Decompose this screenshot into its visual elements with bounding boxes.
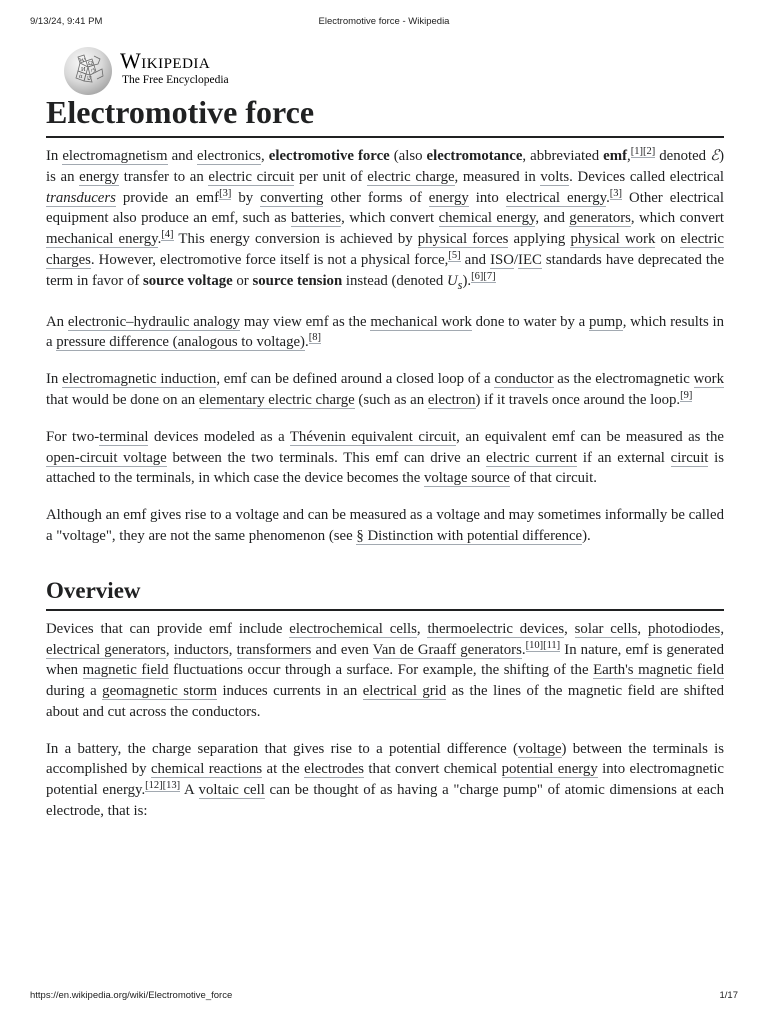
- wiki-link[interactable]: thermoelectric devices: [427, 620, 565, 637]
- page-title: Electromotive force: [46, 92, 724, 138]
- text-run: .: [305, 334, 309, 351]
- wiki-link[interactable]: electric current: [486, 449, 578, 466]
- svg-text:ש: ש: [87, 75, 92, 82]
- text-run: provide an emf: [115, 189, 220, 206]
- citation-link[interactable]: [8]: [308, 332, 321, 344]
- text-run: In nature, emf is generated when: [46, 641, 724, 679]
- text-run: done to water by a: [471, 313, 589, 330]
- text-run: ,: [720, 620, 725, 637]
- text-run: ,: [637, 620, 648, 637]
- subscript: s: [457, 277, 463, 292]
- text-run: may view emf as the: [240, 313, 371, 330]
- bold-term: emf: [603, 148, 627, 164]
- citation-link[interactable]: [5]: [448, 249, 461, 261]
- citation-link[interactable]: [12]: [145, 780, 163, 792]
- text-run: by: [231, 189, 261, 206]
- svg-text:W: W: [79, 57, 86, 64]
- text-run: .: [157, 231, 162, 248]
- text-run: into electromagnetic potential energy.: [46, 761, 724, 799]
- text-run: , and: [535, 210, 570, 227]
- text-run: as the electromagnetic: [553, 371, 694, 388]
- text-run: ).: [582, 527, 591, 544]
- wiki-link[interactable]: geomagnetic storm: [102, 683, 217, 700]
- bold-term: source voltage: [142, 272, 233, 289]
- citation-ref[interactable]: [471, 271, 483, 283]
- citation-ref[interactable]: [309, 332, 321, 344]
- italic-term: ℰ: [710, 148, 720, 164]
- text-run: instead (denoted: [342, 272, 447, 289]
- wiki-link[interactable]: transformers: [236, 641, 312, 658]
- wiki-link[interactable]: electrochemical cells: [289, 620, 417, 637]
- citation-ref[interactable]: [680, 390, 692, 402]
- text-run: ,: [261, 148, 269, 164]
- text-run: A: [180, 782, 199, 799]
- text-run: . Devices called electrical: [569, 168, 724, 185]
- text-run: transfer to an: [119, 168, 209, 185]
- text-run: if an external: [577, 449, 671, 466]
- wiki-link[interactable]: voltage source: [424, 470, 510, 487]
- wiki-link[interactable]: Earth's magnetic field: [593, 662, 725, 679]
- citation-ref[interactable]: [631, 146, 643, 158]
- wiki-link[interactable]: energy: [79, 168, 120, 185]
- citation-ref[interactable]: [145, 780, 163, 792]
- text-run: ,: [416, 620, 428, 637]
- wikipedia-wordmark: [120, 49, 229, 86]
- wiki-link[interactable]: converting: [260, 189, 324, 206]
- print-url: https://en.wikipedia.org/wiki/Electromotive_force: [30, 990, 233, 1001]
- text-run: during a: [46, 683, 103, 700]
- wiki-link[interactable]: pressure difference (analogous to voltage): [56, 334, 305, 351]
- text-run: .: [521, 641, 526, 658]
- wiki-link[interactable]: photodiodes: [647, 620, 721, 637]
- citation-link[interactable]: [6]: [471, 270, 484, 282]
- text-run: standards have deprecated the term in favor of: [46, 251, 725, 289]
- wiki-link[interactable]: generators: [569, 210, 631, 227]
- article-sections: [46, 577, 724, 822]
- wiki-link[interactable]: mechanical energy: [46, 231, 158, 248]
- text-run: .: [606, 189, 610, 206]
- wiki-link[interactable]: open-circuit voltage: [46, 449, 167, 466]
- text-run: on: [655, 231, 681, 248]
- citation-link[interactable]: [7]: [483, 270, 496, 282]
- text-run: , emf can be defined around a closed loop of a: [216, 371, 495, 388]
- wiki-link[interactable]: inductors: [173, 641, 229, 658]
- wiki-link[interactable]: volts: [540, 168, 570, 185]
- citation-ref[interactable]: [448, 250, 460, 262]
- citation-link[interactable]: [11]: [543, 639, 561, 651]
- wordmark-text: Wikipedia: [120, 48, 211, 73]
- wiki-link[interactable]: electromagnetism: [62, 148, 168, 164]
- text-run: , which convert: [341, 210, 439, 227]
- text-run: that would be done on an: [46, 391, 199, 408]
- bold-term: source tension: [252, 272, 343, 289]
- text-run: can be thought of as having a "charge pump" of atomic dimensions at each electrode, that is:: [46, 782, 725, 820]
- text-run: , measured in: [454, 168, 541, 185]
- citation-ref[interactable]: [610, 188, 622, 200]
- citation-link[interactable]: [4]: [161, 229, 174, 241]
- wiki-link[interactable]: electric charge: [367, 168, 455, 185]
- wiki-link[interactable]: physical forces: [417, 231, 509, 248]
- paragraph: [46, 145, 724, 296]
- text-run: denoted: [655, 148, 711, 164]
- wiki-link[interactable]: physical work: [570, 231, 656, 248]
- wiki-link[interactable]: chemical reactions: [150, 761, 263, 778]
- wiki-link[interactable]: electric charges: [46, 231, 724, 268]
- wiki-link[interactable]: electrical grid: [362, 683, 447, 700]
- text-run: ,: [564, 620, 575, 637]
- text-run: (such as an: [354, 391, 428, 408]
- wordmark-tagline: The Free Encyclopedia: [122, 74, 229, 86]
- italic-term: U: [446, 272, 458, 289]
- bold-term: electromotive force: [268, 148, 390, 164]
- wiki-link[interactable]: ISO: [490, 251, 514, 268]
- paragraph: [46, 426, 724, 489]
- text-run: per unit of: [294, 168, 368, 185]
- text-run: An: [46, 313, 68, 330]
- wiki-link[interactable]: circuit: [670, 449, 709, 466]
- text-run: and: [167, 148, 197, 164]
- text-run: . However, electromotive force itself is not a physical force,: [90, 251, 449, 268]
- wikipedia-globe-icon: [64, 47, 112, 95]
- text-run: For two-: [46, 428, 100, 445]
- text-run: or: [232, 272, 253, 289]
- paragraph: [46, 311, 724, 354]
- print-header: [30, 16, 738, 30]
- text-run: between the two terminals. This emf can drive an: [166, 449, 487, 466]
- citation-ref[interactable]: [219, 188, 231, 200]
- text-run: ) between the terminals is accomplished by: [46, 740, 724, 778]
- citation-ref[interactable]: [526, 640, 544, 652]
- wiki-link[interactable]: electric circuit: [208, 168, 295, 185]
- citation-ref[interactable]: [643, 146, 655, 158]
- text-run: applying: [508, 231, 571, 248]
- wiki-link[interactable]: batteries: [290, 210, 342, 227]
- citation-link[interactable]: [13]: [162, 780, 181, 792]
- text-run: In: [46, 371, 63, 388]
- svg-text:ά: ά: [79, 73, 83, 80]
- citation-link[interactable]: [9]: [680, 389, 693, 401]
- article-content: [46, 92, 724, 837]
- text-run: and even: [311, 641, 373, 658]
- text-run: of that circuit.: [509, 470, 597, 487]
- wiki-link[interactable]: solar cells: [574, 620, 638, 637]
- print-page-title: Electromotive force - Wikipedia: [318, 16, 450, 27]
- wiki-link[interactable]: electron: [427, 391, 476, 408]
- citation-ref[interactable]: [483, 271, 495, 283]
- paragraph: [46, 368, 724, 411]
- svg-text:ウ: ウ: [90, 68, 97, 75]
- text-run: fluctuations occur through a surface. For example, the shifting of the: [168, 662, 594, 679]
- text-run: , which convert: [630, 210, 724, 227]
- wiki-link[interactable]: pump: [588, 313, 623, 330]
- citation-link[interactable]: [10]: [525, 639, 544, 651]
- wiki-link[interactable]: transducers: [46, 189, 116, 206]
- paragraph: [46, 738, 724, 822]
- citation-link[interactable]: [1]: [630, 146, 643, 157]
- wiki-link[interactable]: magnetic field: [82, 662, 169, 679]
- wiki-link[interactable]: chemical energy: [438, 210, 536, 227]
- citation-link[interactable]: [2]: [642, 146, 656, 157]
- svg-text:Ω: Ω: [88, 60, 93, 67]
- citation-ref[interactable]: [543, 640, 560, 652]
- text-run: other forms of: [323, 189, 429, 206]
- text-run: and: [460, 251, 491, 268]
- text-run: This energy conversion is achieved by: [173, 231, 418, 248]
- text-run: devices modeled as a: [148, 428, 290, 445]
- text-run: ,: [165, 641, 174, 658]
- text-run: ,: [228, 641, 237, 658]
- wiki-link[interactable]: electronics: [196, 148, 262, 164]
- text-run: ,: [627, 148, 631, 164]
- print-datetime: 9/13/24, 9:41 PM: [30, 16, 103, 27]
- text-run: In a battery, the charge separation that gives rise to a potential difference (: [46, 740, 518, 757]
- wiki-link[interactable]: electromagnetic induction: [62, 371, 217, 388]
- text-run: at the: [262, 761, 305, 778]
- text-run: Devices that can provide emf include: [46, 620, 290, 637]
- text-run: is attached to the terminals, in which case the device becomes the: [46, 449, 724, 487]
- citation-link[interactable]: [3]: [219, 187, 232, 199]
- wiki-link[interactable]: elementary electric charge: [198, 391, 355, 408]
- text-run: (also: [389, 148, 427, 164]
- wiki-link[interactable]: terminal: [99, 428, 149, 445]
- wiki-link[interactable]: voltage: [517, 740, 562, 757]
- citation-ref[interactable]: [161, 229, 173, 241]
- wiki-link[interactable]: electrical generators: [46, 641, 166, 658]
- svg-text:И: И: [81, 66, 86, 73]
- bold-term: electromotance: [426, 148, 523, 164]
- print-footer: [30, 990, 738, 1004]
- text-run: that convert chemical: [364, 761, 502, 778]
- wiki-link[interactable]: conductor: [494, 371, 554, 388]
- wiki-link[interactable]: Thévenin equivalent circuit: [289, 428, 457, 445]
- text-run: ) if it travels once around the loop.: [475, 391, 681, 408]
- citation-link[interactable]: [3]: [609, 187, 623, 199]
- paragraph: [46, 504, 724, 547]
- wiki-link[interactable]: mechanical work: [370, 313, 472, 330]
- text-run: Other electrical equipment also produce an emf, such as: [46, 189, 724, 227]
- text-run: into: [468, 189, 506, 206]
- paragraph: [46, 618, 724, 723]
- wiki-link[interactable]: potential energy: [501, 761, 598, 778]
- wiki-link[interactable]: § Distinction with potential difference: [356, 527, 583, 544]
- wiki-link[interactable]: electrodes: [304, 761, 365, 778]
- wiki-link[interactable]: electrical energy: [505, 189, 607, 206]
- intro-section: [46, 145, 724, 547]
- text-run: , an equivalent emf can be measured as the: [456, 428, 724, 445]
- text-run: ).: [462, 272, 472, 289]
- text-run: Although an emf gives rise to a voltage and can be measured as a voltage and may sometimes informally be called a "voltage", they are not the same phenomenon (see: [46, 507, 724, 544]
- text-run: , abbreviated: [522, 148, 604, 164]
- wiki-link[interactable]: energy: [428, 189, 469, 206]
- section-heading: Overview: [46, 577, 724, 611]
- print-page-number: 1/17: [719, 990, 738, 1001]
- text-run: ) is an: [46, 148, 724, 185]
- text-run: /: [513, 251, 519, 268]
- text-run: induces currents in an: [216, 683, 363, 700]
- wiki-link[interactable]: work: [693, 371, 725, 388]
- wiki-link[interactable]: electronic–hydraulic analogy: [67, 313, 241, 330]
- text-run: , which results in a: [46, 313, 724, 351]
- text-run: as the lines of the magnetic field are shifted about and cut across the conductors.: [46, 683, 725, 720]
- wiki-link[interactable]: IEC: [518, 251, 542, 268]
- citation-ref[interactable]: [163, 780, 181, 792]
- wiki-link[interactable]: Van de Graaff generators: [372, 641, 522, 658]
- wiki-link[interactable]: voltaic cell: [198, 782, 265, 799]
- text-run: In: [46, 148, 63, 164]
